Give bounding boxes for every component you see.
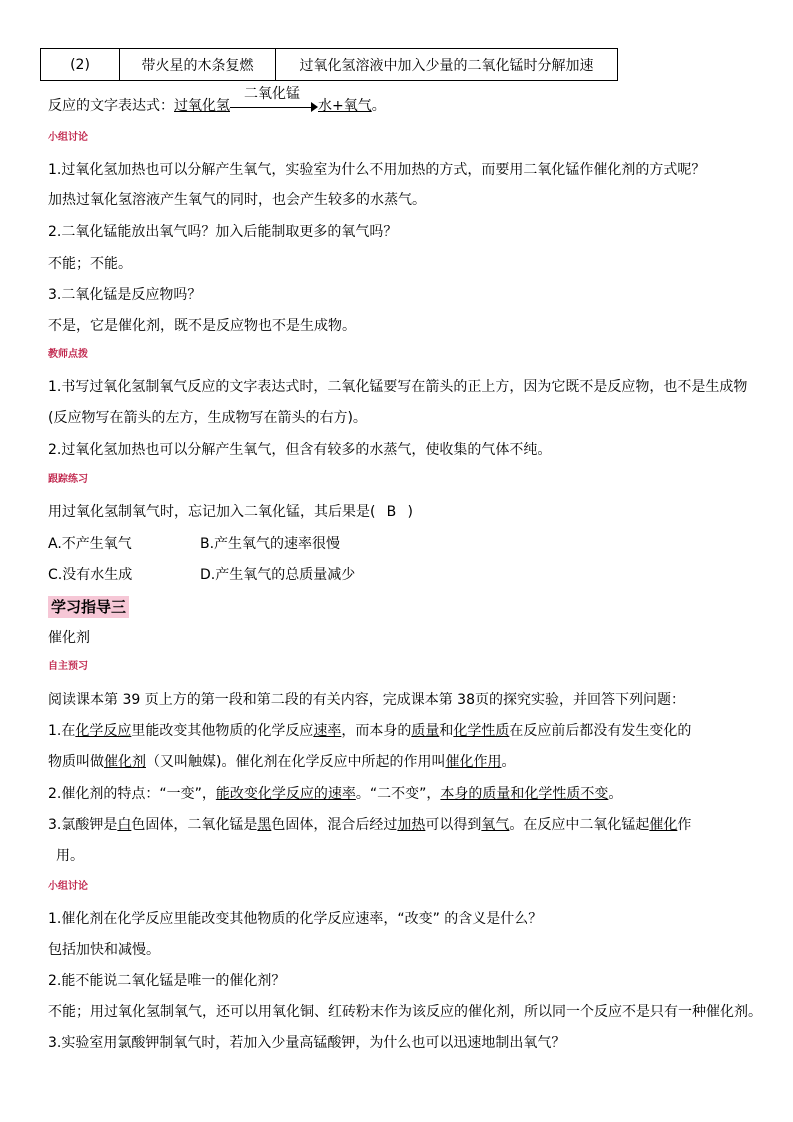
tag-teacher-notes: 教师点拨 xyxy=(48,349,88,360)
preview-line-3-cont: 用。 xyxy=(56,848,84,864)
tag-group-discussion-2: 小组讨论 xyxy=(48,881,88,892)
option-c: C.没有水生成 xyxy=(48,567,133,583)
preview-line-2: 2.催化剂的特点：“一变”，能改变化学反应的速率。“二不变”，本身的质量和化学性质不变。 xyxy=(48,786,623,802)
discussion-question-3: 3.二氧化锰是反应物吗？ xyxy=(48,287,202,303)
blank-answer: 质量 xyxy=(411,723,440,739)
discussion-question-1: 1.过氧化氢加热也可以分解产生氧气，实验室为什么不用加热的方式，而要用二氧化锰作催化剂的方式呢？ xyxy=(48,162,706,178)
blank-answer: 白 xyxy=(117,817,132,833)
blank-answer: 催化 xyxy=(649,817,678,833)
blank-answer: 催化作用 xyxy=(445,754,502,770)
practice-question xyxy=(48,502,413,522)
discussion2-question-3: 3.实验室用氯酸钾制氧气时，若加入少量高锰酸钾，为什么也可以迅速地制出氧气？ xyxy=(48,1035,566,1051)
equation-prefix: 反应的文字表达式： xyxy=(48,98,174,114)
discussion2-answer-2: 不能；用过氧化氢制氧气，还可以用氧化铜、红砖粉末作为该反应的催化剂，所以同一个反应不是只有一种催化剂。 xyxy=(48,1004,762,1020)
tag-self-preview: 自主预习 xyxy=(48,661,88,672)
teacher-note-2: 2.过氧化氢加热也可以分解产生氧气，但含有较多的水蒸气，使收集的气体不纯。 xyxy=(48,442,552,458)
blank-answer: 加热 xyxy=(397,817,426,833)
preview-intro: 阅读课本第 39 页上方的第一段和第二段的有关内容，完成课本第 38页的探究实验，并回答下列问题： xyxy=(48,692,685,708)
equation-end: 。 xyxy=(371,98,386,114)
preview-line-1-cont: 物质叫做催化剂（又叫触媒)。催化剂在化学反应中所起的作用叫催化作用。 xyxy=(48,754,516,770)
practice-answer: B xyxy=(386,504,397,520)
section-heading: 学习指导三 xyxy=(48,596,129,618)
discussion2-question-1: 1.催化剂在化学反应里能改变其他物质的化学反应速率，“改变” 的含义是什么？ xyxy=(48,911,543,927)
blank-answer: 化学性质 xyxy=(453,723,510,739)
table-cell-conclusion: 过氧化氢溶液中加入少量的二氧化锰时分解加速 xyxy=(276,49,618,81)
arrow-head-icon xyxy=(311,102,318,112)
discussion-answer-2: 不能；不能。 xyxy=(48,256,132,272)
tag-practice: 跟踪练习 xyxy=(48,474,88,485)
blank-answer: 速率 xyxy=(313,723,342,739)
discussion2-question-2: 2.能不能说二氧化锰是唯一的催化剂？ xyxy=(48,973,286,989)
blank-answer: 催化剂 xyxy=(104,754,146,770)
table-row xyxy=(41,49,618,81)
option-a: A.不产生氧气 xyxy=(48,536,132,552)
discussion-answer-1: 加热过氧化氢溶液产生氧气的同时，也会产生较多的水蒸气。 xyxy=(48,192,426,208)
blank-answer: 化学反应 xyxy=(75,723,132,739)
teacher-note-1: 1.书写过氧化氢制氧气反应的文字表达式时，二氧化锰要写在箭头的正上方，因为它既不是反应物，也不是生成物 xyxy=(48,379,748,395)
blank-answer: 本身的质量和化学性质不变 xyxy=(440,786,609,802)
practice-question-text: 用过氧化氢制氧气时，忘记加入二氧化锰，其后果是( xyxy=(48,504,376,520)
blank-answer: 黑 xyxy=(257,817,272,833)
discussion2-answer-1: 包括加快和减慢。 xyxy=(48,942,160,958)
practice-options-row-1 xyxy=(48,534,340,554)
option-d: D.产生氧气的总质量减少 xyxy=(200,567,356,583)
preview-line-3: 3.氯酸钾是白色固体，二氧化锰是黑色固体，混合后经过加热可以得到氧气。在反应中二氧化锰起催化作 xyxy=(48,817,692,833)
discussion-answer-3: 不是，它是催化剂，既不是反应物也不是生成物。 xyxy=(48,318,356,334)
option-b: B.产生氧气的速率很慢 xyxy=(200,536,341,552)
teacher-note-1-cont: (反应物写在箭头的左方，生成物写在箭头的右方)。 xyxy=(48,410,367,426)
reaction-arrow xyxy=(230,86,318,116)
blank-answer: 能改变化学反应的速率 xyxy=(215,786,356,802)
word-equation xyxy=(48,86,386,116)
equation-product: 水+氧气 xyxy=(318,98,372,114)
section-subtitle: 催化剂 xyxy=(48,630,90,646)
blank-answer: 氧气 xyxy=(481,817,510,833)
discussion-question-2: 2.二氧化锰能放出氧气吗？加入后能制取更多的氧气吗？ xyxy=(48,224,398,240)
preview-line-1: 1.在化学反应里能改变其他物质的化学反应速率，而本身的质量和化学性质在反应前后都没有发生变化的 xyxy=(48,723,692,739)
practice-close: ) xyxy=(407,504,413,520)
equation-reactant: 过氧化氢 xyxy=(174,98,230,114)
tag-group-discussion: 小组讨论 xyxy=(48,132,88,143)
practice-options-row-2 xyxy=(48,565,355,585)
table-cell-phenomenon: 带火星的木条复燃 xyxy=(120,49,276,81)
table-cell-index: (2) xyxy=(41,49,120,81)
result-table xyxy=(40,48,618,81)
equation-catalyst: 二氧化锰 xyxy=(244,86,300,102)
